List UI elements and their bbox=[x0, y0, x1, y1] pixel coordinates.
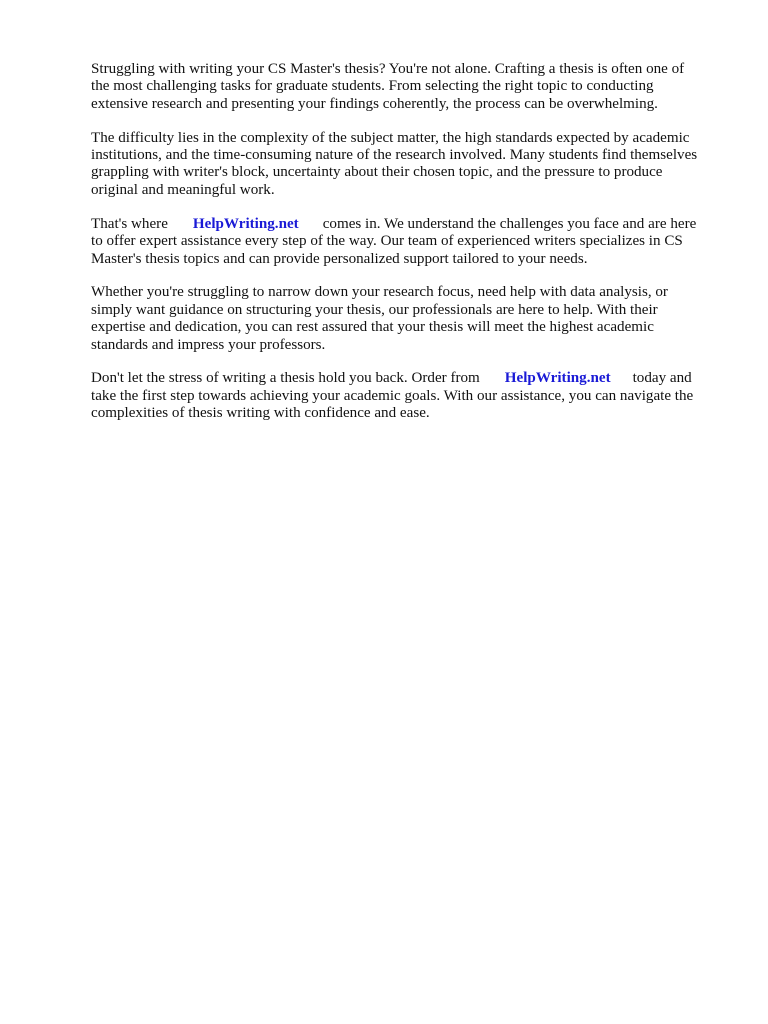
text-segment: That's where bbox=[91, 215, 168, 232]
paragraph-intro bbox=[91, 61, 721, 113]
text-line bbox=[91, 216, 721, 233]
text-line: Struggling with writing your CS Master's thesis? You're not alone. Crafting a thesis is often one of bbox=[91, 61, 685, 77]
paragraph-difficulty bbox=[91, 130, 721, 200]
text-line: extensive research and presenting your findings coherently, the process can be overwhelming. bbox=[91, 95, 658, 112]
text-line: complexities of thesis writing with confidence and ease. bbox=[91, 405, 430, 422]
text-line: institutions, and the time-consuming nature of the research involved. Many students find themselves bbox=[91, 147, 698, 164]
text-segment: Don't let the stress of writing a thesis hold you back. Order from bbox=[91, 370, 480, 387]
text-line: the most challenging tasks for graduate students. From selecting the right topic to conducting bbox=[91, 78, 654, 95]
document-body bbox=[91, 61, 721, 439]
text-line: take the first step towards achieving your academic goals. With our assistance, you can navigate the bbox=[91, 387, 694, 404]
helpwriting-link[interactable]: HelpWriting.net bbox=[504, 370, 611, 387]
text-line: standards and impress your professors. bbox=[91, 336, 326, 353]
text-line: original and meaningful work. bbox=[91, 181, 275, 198]
helpwriting-link[interactable]: HelpWriting.net bbox=[192, 215, 299, 232]
text-segment: comes in. We understand the challenges you face and are here bbox=[322, 215, 697, 232]
text-line bbox=[91, 370, 721, 387]
paragraph-service bbox=[91, 216, 721, 268]
paragraph-help bbox=[91, 284, 721, 354]
text-line: The difficulty lies in the complexity of the subject matter, the high standards expected by academic bbox=[91, 129, 690, 146]
paragraph-call-to-action bbox=[91, 370, 721, 422]
text-line: Whether you're struggling to narrow down your research focus, need help with data analysis, or bbox=[91, 284, 668, 301]
text-line: grappling with writer's block, uncertainty about their chosen topic, and the pressure to produce bbox=[91, 164, 663, 181]
text-line: Master's thesis topics and can provide personalized support tailored to your needs. bbox=[91, 250, 588, 267]
text-segment: today and bbox=[632, 370, 692, 387]
text-line: simply want guidance on structuring your thesis, our professionals are here to help. With their bbox=[91, 301, 658, 318]
text-line: expertise and dedication, you can rest assured that your thesis will meet the highest academic bbox=[91, 319, 654, 336]
text-line: to offer expert assistance every step of the way. Our team of experienced writers specializes in CS bbox=[91, 233, 683, 250]
